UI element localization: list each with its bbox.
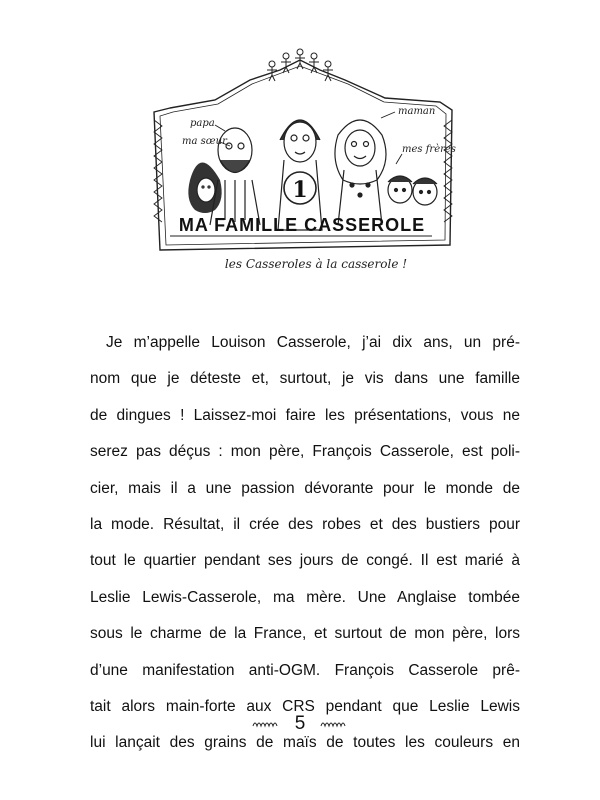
page-footer (0, 713, 600, 737)
body-line: Je m’appelle Louison Casserole, j’ai dix ans, un pré- (106, 334, 520, 351)
chapter-body (90, 325, 520, 762)
body-line: nom que je déteste et, surtout, je vis dans une famille (90, 370, 520, 388)
body-line: de dingues ! Laissez-moi faire les présentations, vous ne (90, 406, 520, 424)
label-mes-freres: mes frères (402, 144, 456, 155)
body-line: lui lançait des grains de maïs de toutes les couleurs en (90, 734, 520, 752)
chapter-title: MA FAMILLE CASSEROLE (178, 215, 426, 235)
chapter-illustration (140, 40, 460, 280)
stick-figures (267, 49, 333, 81)
squiggle-right-icon (320, 719, 348, 729)
chapter-subtitle: les Casseroles à la casserole ! (224, 257, 408, 271)
body-line: tout le quartier pendant ses jours de congé. Il est marié à (90, 552, 520, 570)
squiggle-left-icon (252, 719, 280, 729)
body-line: cier, mais il a une passion dévorante pour le monde de (90, 479, 520, 497)
page-number: 5 (294, 713, 306, 734)
body-line: d’une manifestation anti-OGM. François Casserole prê- (90, 661, 520, 679)
label-papa: papa (190, 118, 215, 129)
body-line: serez pas déçus : mon père, François Casserole, est poli- (90, 443, 520, 461)
body-line: sous le charme de la France, et surtout de mon père, lors (90, 625, 520, 643)
label-maman: maman (398, 106, 436, 117)
body-line: la mode. Résultat, il crée des robes et des bustiers pour (90, 515, 520, 533)
label-ma-soeur: ma sœur (182, 136, 227, 147)
body-line: tait alors main-forte aux CRS pendant que Leslie Lewis (90, 697, 520, 715)
body-line: Leslie Lewis-Casserole, ma mère. Une Anglaise tombée (90, 588, 520, 606)
chapter-number: 1 (292, 177, 308, 203)
